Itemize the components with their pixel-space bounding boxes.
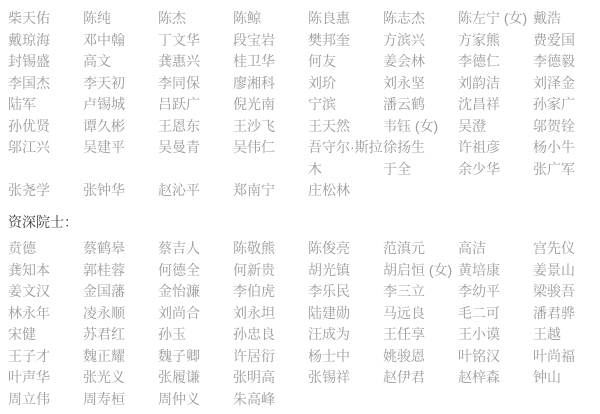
academician-name: 潘云鹤 [383, 96, 425, 112]
name-cell [233, 281, 308, 303]
academician-name: 张广军 [533, 160, 575, 177]
name-cell [458, 324, 533, 346]
academician-name: 李德仁 [458, 53, 500, 69]
name-cell [233, 180, 308, 202]
name-cell [383, 346, 458, 368]
senior-academician-list [8, 238, 600, 410]
name-cell [158, 51, 233, 73]
name-cell [158, 281, 233, 303]
name-cell [83, 281, 158, 303]
academician-name: 何友 [308, 53, 336, 69]
name-cell [83, 116, 158, 138]
name-cell [233, 346, 308, 368]
name-cell [8, 116, 83, 138]
academician-name: 赵伊君 [383, 369, 425, 385]
academician-name: 李乐民 [308, 283, 350, 299]
name-cell [158, 260, 233, 282]
academician-name: 龚知本 [8, 261, 50, 278]
academician-name: 封锡盛 [8, 53, 50, 69]
name-cell [8, 367, 83, 389]
name-cell [83, 180, 158, 202]
name-cell [458, 137, 533, 180]
academician-name: 贲德 [8, 240, 36, 256]
name-cell [383, 137, 458, 180]
name-row [8, 303, 600, 325]
name-cell [533, 324, 600, 346]
name-cell [233, 8, 308, 30]
name-cell [233, 367, 308, 389]
name-cell [83, 324, 158, 346]
name-cell [383, 8, 458, 30]
name-cell [8, 324, 83, 346]
name-cell [458, 73, 533, 95]
name-cell [8, 30, 83, 52]
name-cell [458, 367, 533, 389]
name-cell [8, 260, 83, 282]
name-cell [8, 389, 83, 411]
name-cell [383, 116, 458, 138]
academician-name: 凌永顺 [83, 304, 125, 321]
name-cell [158, 30, 233, 52]
name-cell [83, 94, 158, 116]
academician-name: 刘韵洁 [458, 74, 500, 91]
name-cell [233, 30, 308, 52]
academician-name: 李同保 [158, 74, 200, 91]
name-cell [308, 137, 383, 180]
academician-name: 方滨兴 [383, 31, 425, 48]
academician-name: 魏正耀 [83, 347, 125, 364]
academician-name: 姜文汉 [8, 283, 50, 299]
academician-name: 倪光南 [233, 96, 275, 112]
academician-name: 魏子卿 [158, 347, 200, 364]
academician-name: 金怡濂 [158, 283, 200, 299]
academician-name: 费爱国 [533, 31, 575, 48]
academician-name: 吴曼青 [158, 139, 200, 155]
academician-name: 何新贵 [233, 261, 275, 278]
academician-name: 王天然 [308, 117, 350, 134]
name-row [8, 281, 600, 303]
academician-name: 高洁 [458, 240, 486, 256]
name-cell [308, 8, 383, 30]
academician-name: 胡光镇 [308, 261, 350, 278]
name-row [8, 180, 600, 202]
academician-name: 高文 [83, 53, 111, 69]
academician-name: 孙玉 [158, 326, 186, 342]
name-cell [233, 73, 308, 95]
name-cell [308, 73, 383, 95]
name-cell [458, 260, 533, 282]
academician-name: 周寿桓 [83, 390, 125, 407]
academician-name: 陈纯 [83, 10, 111, 26]
name-cell [158, 116, 233, 138]
name-cell [158, 73, 233, 95]
academician-name: 李三立 [383, 283, 425, 299]
name-cell [308, 367, 383, 389]
name-cell [383, 94, 458, 116]
academician-name: 陆建勋 [308, 304, 350, 321]
academician-name: 龚惠兴 [158, 53, 200, 69]
academician-name: 孙家广 [533, 96, 575, 112]
name-cell [8, 51, 83, 73]
name-cell [458, 116, 533, 138]
academician-name: 蔡吉人 [158, 240, 200, 256]
name-cell [158, 303, 233, 325]
academician-name: 吾守尔·斯拉木 [308, 139, 383, 177]
academician-name: 戴琼海 [8, 31, 50, 48]
name-cell [533, 346, 600, 368]
name-cell [533, 281, 600, 303]
academician-name: 邬江兴 [8, 139, 50, 155]
academician-name: 王小谟 [458, 326, 500, 342]
academician-name: 金国藩 [83, 283, 125, 299]
name-row [8, 73, 600, 95]
name-cell [233, 238, 308, 260]
name-cell [233, 116, 308, 138]
academician-name: 郭桂蓉 [83, 261, 125, 278]
name-cell [308, 260, 383, 282]
academician-name: 赵梓森 [458, 369, 500, 385]
academician-name: 张尧学 [8, 182, 50, 198]
academician-name: 吕跃广 [158, 96, 200, 112]
academician-name: 李天初 [83, 74, 125, 91]
academician-name: 孙忠良 [233, 326, 275, 342]
academician-name: 李伯虎 [233, 283, 275, 299]
name-cell [83, 303, 158, 325]
name-cell [233, 51, 308, 73]
name-cell [8, 238, 83, 260]
academician-name: 于全 [383, 160, 411, 177]
academician-name: 卢锡城 [83, 96, 125, 112]
name-row [8, 367, 600, 389]
academician-name: 王恩东 [158, 117, 200, 134]
name-cell [383, 324, 458, 346]
name-cell [308, 116, 383, 138]
name-cell [308, 324, 383, 346]
academician-list [8, 8, 600, 202]
name-cell [458, 303, 533, 325]
name-cell [158, 238, 233, 260]
academician-name: 赵沁平 [158, 182, 200, 198]
academician-name: 樊邦奎 [308, 31, 350, 48]
name-cell [83, 389, 158, 411]
name-cell [233, 303, 308, 325]
name-cell [83, 346, 158, 368]
name-cell [83, 51, 158, 73]
name-cell [458, 94, 533, 116]
academician-name: 钟山 [533, 369, 561, 385]
name-cell [83, 137, 158, 159]
name-cell [533, 94, 600, 116]
academician-name: 陈杰 [158, 10, 186, 26]
academician-name: 陈俊亮 [308, 240, 350, 256]
name-row [8, 260, 600, 282]
name-cell [233, 389, 308, 411]
name-cell [233, 324, 308, 346]
name-row [8, 116, 600, 138]
academician-name: 王任享 [383, 326, 425, 342]
name-cell [83, 367, 158, 389]
academician-name: 宫先仪 [533, 240, 575, 256]
name-cell [533, 238, 600, 260]
name-cell [158, 8, 233, 30]
academician-name: 庄松林 [308, 182, 350, 198]
name-cell [233, 260, 308, 282]
name-cell [8, 303, 83, 325]
name-cell [533, 73, 600, 95]
academician-name: 吴建平 [83, 139, 125, 155]
name-cell [308, 94, 383, 116]
academician-name: 李幼平 [458, 283, 500, 299]
academician-name: 王沙飞 [233, 117, 275, 134]
academician-name: 许祖彦 [458, 139, 500, 155]
name-cell [8, 137, 83, 159]
academician-name: 马远良 [383, 304, 425, 321]
name-row [8, 137, 600, 180]
name-cell [458, 238, 533, 260]
name-cell [8, 8, 83, 30]
name-row [8, 238, 600, 260]
academician-name: 张履谦 [158, 369, 200, 385]
name-cell [458, 30, 533, 52]
name-cell [233, 94, 308, 116]
academician-name: 郑南宁 [233, 182, 275, 198]
academician-name: 叶铭汉 [458, 347, 500, 364]
academician-name: 孙优贤 [8, 117, 50, 134]
academician-name: 段宝岩 [233, 31, 275, 48]
name-cell [158, 180, 233, 202]
name-row [8, 324, 600, 346]
name-cell [458, 8, 533, 30]
academician-name: 蔡鹤皋 [83, 240, 125, 256]
name-cell [533, 137, 600, 180]
name-cell [8, 73, 83, 95]
academician-name: 杨士中 [308, 347, 350, 364]
name-cell [458, 346, 533, 368]
name-cell [533, 30, 600, 52]
name-row [8, 346, 600, 368]
name-cell [383, 367, 458, 389]
name-cell [308, 51, 383, 73]
name-cell [158, 389, 233, 411]
academician-name: 王子才 [8, 347, 50, 364]
academician-name: 张明高 [233, 369, 275, 385]
academician-name: 林永年 [8, 304, 50, 321]
name-row [8, 94, 600, 116]
academician-name: 姜景山 [533, 261, 575, 278]
academician-name: 刘永坚 [383, 74, 425, 91]
academician-name: 李国杰 [8, 74, 50, 91]
academician-name: 桂卫华 [233, 53, 275, 69]
academician-name: 刘泽金 [533, 74, 575, 91]
senior-section-header: 资深院士： [8, 213, 78, 230]
academician-name: 潘君骅 [533, 304, 575, 321]
academician-name: 陈志杰 [383, 10, 425, 26]
academician-name: 方家熊 [458, 31, 500, 48]
academician-name: 谭久彬 [83, 117, 125, 134]
academician-name: 陈敬熊 [233, 240, 275, 256]
name-cell [458, 51, 533, 73]
academician-name: 宋健 [8, 326, 36, 342]
academician-name: 杨小牛 [533, 139, 575, 155]
name-cell [383, 51, 458, 73]
academician-name: 叶声华 [8, 369, 50, 385]
name-cell [308, 346, 383, 368]
academician-name: 叶尚福 [533, 347, 575, 364]
academician-name: 徐扬生 [383, 139, 425, 155]
academician-name: 宁滨 [308, 96, 336, 112]
name-cell [533, 303, 600, 325]
name-cell [158, 324, 233, 346]
name-cell [8, 346, 83, 368]
academician-name: 邓中翰 [83, 31, 125, 48]
name-cell [533, 260, 600, 282]
name-cell [83, 73, 158, 95]
academician-name: 邬贺铨 [533, 117, 575, 134]
academician-name: 范滇元 [383, 240, 425, 256]
name-row [8, 8, 600, 30]
academician-name: 陈良惠 [308, 10, 350, 26]
name-cell [83, 260, 158, 282]
academician-name: 李德毅 [533, 53, 575, 69]
name-cell [308, 180, 383, 202]
name-cell [8, 180, 83, 202]
name-cell [83, 8, 158, 30]
academician-name: 朱高峰 [233, 390, 275, 407]
academician-name: 廖湘科 [233, 74, 275, 91]
name-cell [158, 94, 233, 116]
name-cell [533, 51, 600, 73]
academician-name: 苏君红 [83, 326, 125, 342]
academician-name: 刘尚合 [158, 304, 200, 321]
name-cell [308, 281, 383, 303]
academician-name: 丁文华 [158, 31, 200, 48]
academician-name: 刘玠 [308, 74, 336, 91]
academician-name: 刘永坦 [233, 304, 275, 321]
name-cell [383, 260, 458, 282]
academician-name: 陈鲸 [233, 10, 261, 26]
academician-name: 姜会林 [383, 53, 425, 69]
academician-name: 柴天佑 [8, 10, 50, 26]
academician-name: 王越 [533, 326, 561, 342]
name-cell [383, 30, 458, 52]
name-cell [83, 30, 158, 52]
academician-name: 沈昌祥 [458, 96, 500, 112]
name-cell [158, 137, 233, 159]
academician-name: 张钟华 [83, 182, 125, 198]
name-cell [383, 73, 458, 95]
name-cell [533, 367, 600, 389]
name-row [8, 51, 600, 73]
academician-name: 陈左宁 (女) [458, 10, 528, 26]
academician-name: 余少华 [458, 160, 500, 177]
name-cell [158, 346, 233, 368]
name-row [8, 30, 600, 52]
academician-name: 胡启恒 (女) [383, 261, 453, 278]
name-cell [533, 116, 600, 138]
academician-name: 周仲义 [158, 390, 200, 407]
name-cell [158, 367, 233, 389]
name-cell [83, 238, 158, 260]
name-cell [8, 281, 83, 303]
academician-name: 张锡祥 [308, 369, 350, 385]
academician-name: 黄培康 [458, 261, 500, 278]
name-cell [308, 30, 383, 52]
academician-name: 梁骏吾 [533, 283, 575, 299]
name-cell [533, 8, 600, 30]
name-cell [233, 137, 308, 159]
academician-name: 吴澄 [458, 117, 486, 134]
name-cell [383, 303, 458, 325]
name-cell [308, 303, 383, 325]
academician-name: 汪成为 [308, 326, 350, 342]
academician-name: 何德全 [158, 261, 200, 278]
name-cell [308, 238, 383, 260]
academician-name: 戴浩 [533, 10, 561, 26]
academician-name: 张光义 [83, 369, 125, 385]
academician-name: 姚骏恩 [383, 347, 425, 364]
name-row [8, 389, 600, 411]
academician-name: 毛二可 [458, 304, 500, 321]
academician-name: 许居衍 [233, 347, 275, 364]
academician-name: 吴伟仁 [233, 139, 275, 155]
academician-name: 陆军 [8, 96, 36, 112]
name-cell [8, 94, 83, 116]
academician-name: 周立伟 [8, 390, 50, 407]
name-cell [458, 281, 533, 303]
name-cell [383, 281, 458, 303]
academician-name: 韦钰 (女) [383, 117, 439, 134]
name-cell [383, 238, 458, 260]
